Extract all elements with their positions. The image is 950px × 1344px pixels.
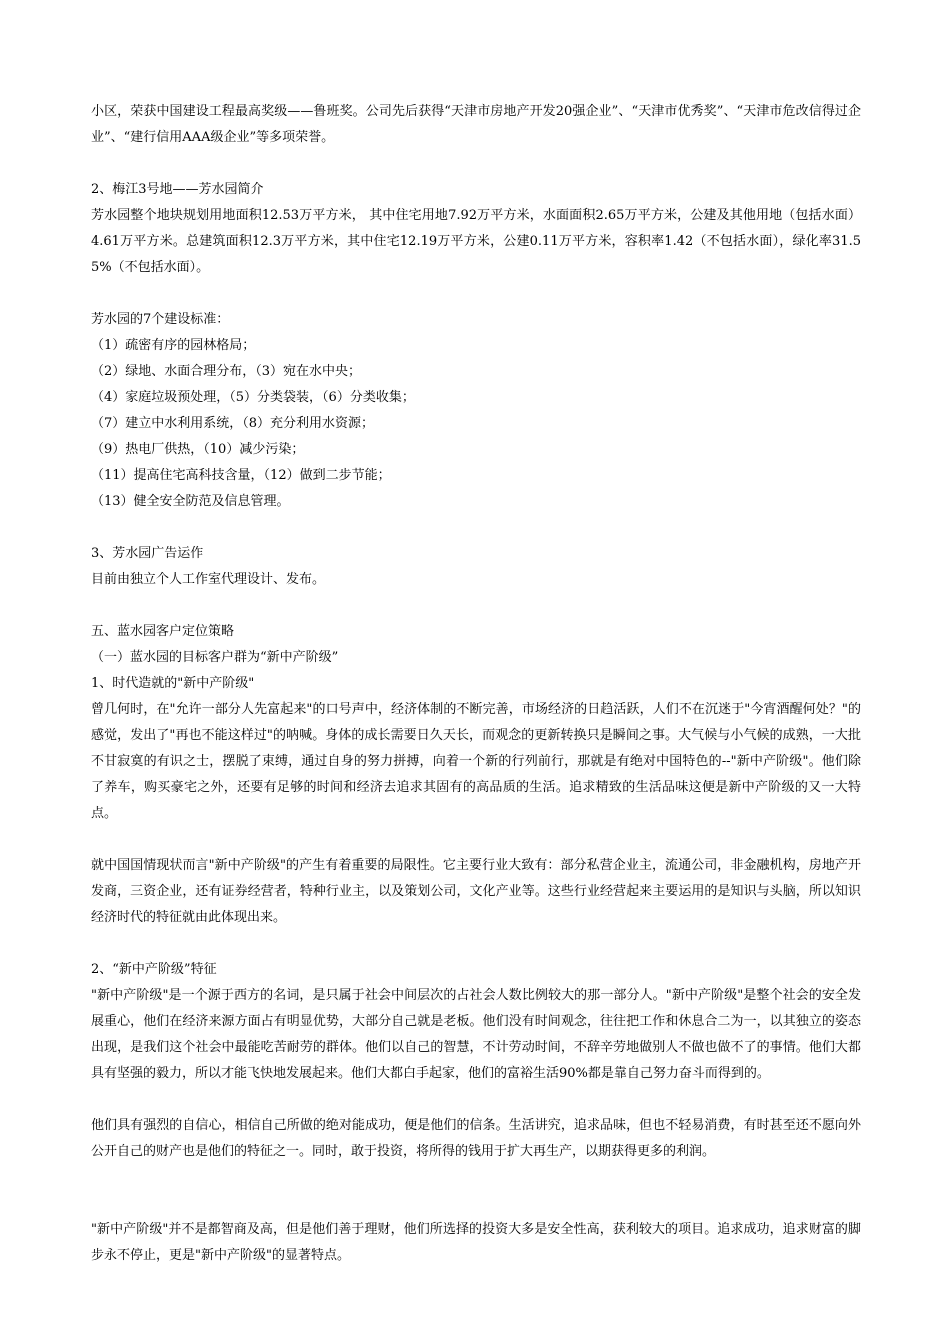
meijiang-paragraph: 芳水园整个地块规划用地面积12.53万平方米， 其中住宅用地7.92万平方米，水面面积2.65万平方米，公建及其他用地（包括水面）4.61万平方米。总建筑面积12.3万平方米，其中住宅12.19万平方米，公建0.11万平方米，容积率1.42（不包括水面），绿化率31.55%（不包括水面）。 [91,208,861,275]
ads-paragraph: 目前由独立个人工作室代理设计、发布。 [91,572,326,587]
section-heading-meijiang: 2、梅江3号地——芳水园简介 [91,182,264,197]
standards-title: 芳水园的7个建设标准： [91,312,230,327]
standards-item: （11）提高住宅高科技含量，（12）做到二步节能； [91,468,391,483]
spacer [91,593,861,619]
section-heading-era: 1、时代造就的"新中产阶级" [91,676,255,691]
spacer [91,281,861,307]
spacer [91,827,861,853]
spacer [91,1165,861,1217]
spacer [91,151,861,177]
era-paragraph: 曾几何时，在"允许一部分人先富起来"的口号声中，经济体制的不断完善，市场经济的日趋活跃，人们不在沉迷于"今宵酒醒何处？"的感觉，发出了"再也不能这样过"的呐喊。身体的成长需要日久天长，而观念的更新转换只是瞬间之事。大气候与小气候的成熟，一大批不甘寂寞的有识之士，摆脱了束缚，通过自身的努力拼搏，向着一个新的行列前行，那就是有绝对中国特色的--"新中产阶级"。他们除了养车，购买豪宅之外，还要有足够的时间和经济去追求其固有的高品质的生活。追求精致的生活品味这便是新中产阶级的又一大特点。 [91,702,861,821]
spacer [91,515,861,541]
section-heading-ads: 3、芳水园广告运作 [91,546,204,561]
china-paragraph: 就中国国情现状而言"新中产阶级"的产生有着重要的局限性。它主要行业大致有：部分私营企业主，流通公司，非金融机构，房地产开发商，三资企业，还有证券经营者，特种行业主，以及策划公司，文化产业等。这些行业经营起来主要运用的是知识与头脑，所以知识经济时代的特征就由此体现出来。 [91,858,861,925]
document-body [91,99,861,1269]
standards-item: （4）家庭垃圾预处理，（5）分类袋装，（6）分类收集； [91,390,415,405]
spacer [91,931,861,957]
confidence-paragraph: 他们具有强烈的自信心，相信自己所做的绝对能成功，便是他们的信条。生活讲究，追求品味，但也不轻易消费，有时甚至还不愿向外公开自己的财产也是他们的特征之一。同时，敢于投资，将所得的钱用于扩大再生产，以期获得更多的利润。 [91,1118,861,1159]
subheading-target-customers: （一）蓝水园的目标客户群为“新中产阶级” [91,650,339,665]
standards-item: （2）绿地、水面合理分布，（3）宛在水中央； [91,364,362,379]
standards-item: （9）热电厂供热，（10）减少污染； [91,442,305,457]
spacer [91,1087,861,1113]
traits-paragraph: "新中产阶级"是一个源于西方的名词，是只属于社会中间层次的占社会人数比例较大的那一部分人。"新中产阶级"是整个社会的安全发展重心，他们在经济来源方面占有明显优势，大部分自己就是老板。他们没有时间观念，往往把工作和休息合二为一，以其独立的姿态出现，是我们这个社会中最能吃苦耐劳的群体。他们以自己的智慧，不计劳动时间，不辞辛劳地做别人不做也做不了的事情。他们大都具有坚强的毅力，所以才能飞快地发展起来。他们大都白手起家，他们的富裕生活90%都是靠自己努力奋斗而得到的。 [91,988,861,1081]
intro-paragraph: 小区，荣获中国建设工程最高奖级——鲁班奖。公司先后获得“天津市房地产开发20强企业”、“天津市优秀奖”、“天津市危改信得过企业”、“建行信用AAA级企业”等多项荣誉。 [91,104,861,145]
chapter-heading-five: 五、蓝水园客户定位策略 [91,624,235,639]
section-heading-traits: 2、“新中产阶级”特征 [91,962,217,977]
standards-item: （13）健全安全防范及信息管理。 [91,494,290,509]
standards-item: （1）疏密有序的园林格局； [91,338,256,353]
finance-paragraph: "新中产阶级"并不是都智商及高，但是他们善于理财，他们所选择的投资大多是安全性高，获利较大的项目。追求成功，追求财富的脚步永不停止，更是"新中产阶级"的显著特点。 [91,1222,861,1263]
standards-item: （7）建立中水利用系统，（8）充分利用水资源； [91,416,375,431]
